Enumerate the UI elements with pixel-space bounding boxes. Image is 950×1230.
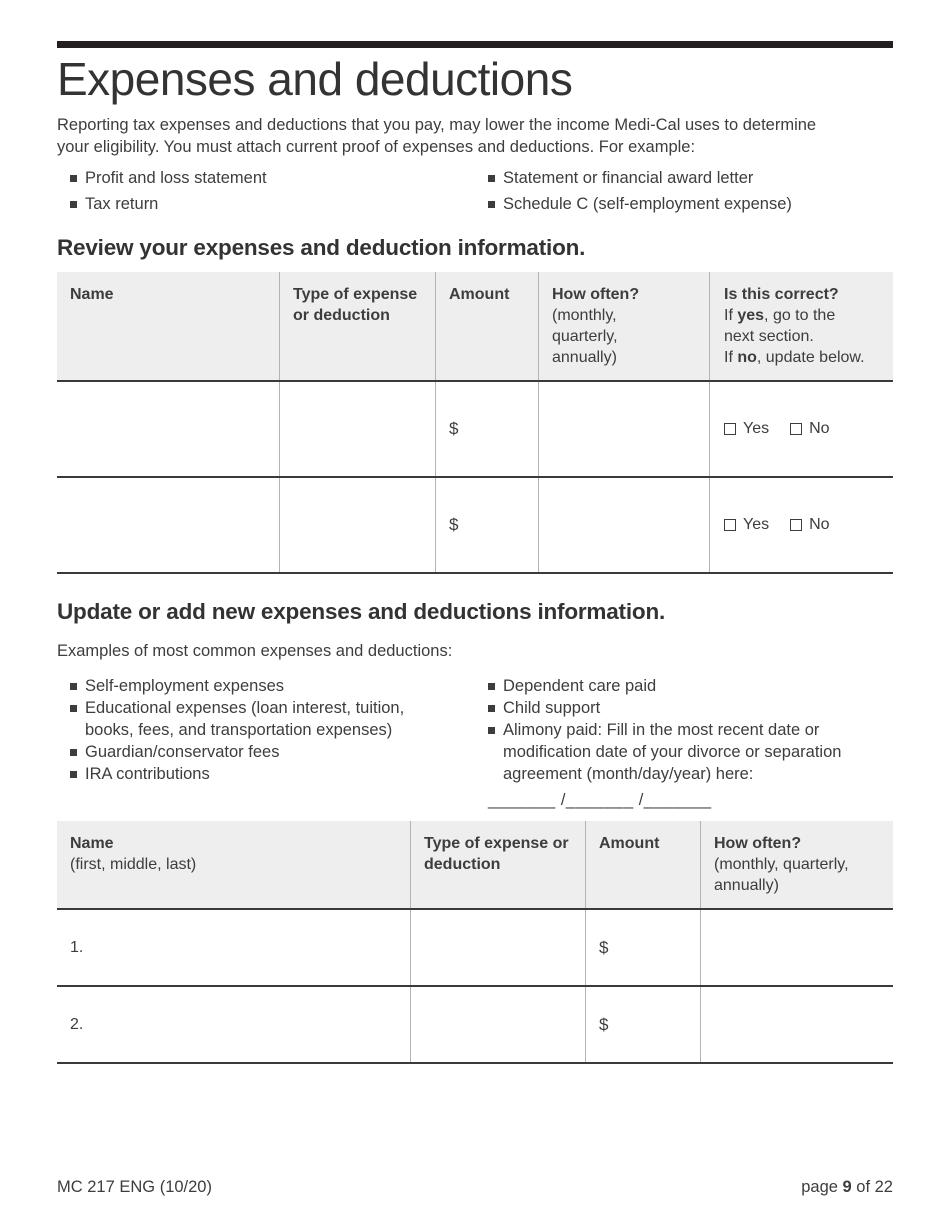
col-header-is-correct [709, 272, 893, 380]
col-header-how-often-title: How often? [714, 834, 802, 852]
proof-list-right [488, 167, 893, 219]
how-often-field-cell[interactable] [700, 987, 893, 1062]
alimony-date-blanks[interactable]: _______ /_______ /_______ [488, 790, 712, 809]
list-item-text: Self-employment expenses [85, 676, 285, 695]
page-number: page 9 of 22 [801, 1178, 893, 1196]
list-item-text: Tax return [85, 194, 159, 213]
amount-field-cell[interactable] [435, 478, 538, 572]
checkbox-icon[interactable] [790, 423, 802, 435]
review-section-heading: Review your expenses and deduction information. [57, 234, 586, 260]
yes-label: Yes [743, 420, 770, 438]
bullet-icon [488, 175, 495, 182]
col-header-name-sub: (first, middle, last) [70, 855, 197, 873]
bullet-icon [488, 727, 495, 734]
list-item [70, 675, 488, 697]
how-often-field-cell[interactable] [538, 382, 709, 476]
no-label: No [809, 516, 830, 534]
list-item-text: Alimony paid: Fill in the most recent date or modification date of your divorce or separation agreement (month/day/year) here: [503, 720, 842, 783]
checkbox-icon[interactable] [724, 519, 736, 531]
list-item-text: Guardian/conservator fees [85, 742, 280, 761]
top-rule [57, 41, 893, 48]
page-title: Expenses and deductions [57, 53, 573, 105]
examples-list [57, 675, 893, 810]
expense-type-field-cell[interactable] [410, 910, 585, 985]
bullet-icon [70, 749, 77, 756]
yes-label: Yes [743, 516, 770, 534]
update-table-header [57, 821, 893, 910]
list-item [70, 741, 488, 763]
amount-field-cell[interactable] [585, 987, 700, 1062]
how-often-field-cell[interactable] [538, 478, 709, 572]
list-item [488, 697, 893, 719]
no-option[interactable] [790, 418, 829, 439]
bullet-icon [70, 201, 77, 208]
expense-type-field-cell[interactable] [410, 987, 585, 1062]
review-table-row [57, 382, 893, 478]
name-field-cell[interactable] [57, 910, 410, 985]
bullet-icon [488, 201, 495, 208]
bullet-icon [70, 175, 77, 182]
row-number: 1. [70, 938, 84, 956]
review-table-header [57, 272, 893, 382]
col-header-how-often-sub: (monthly, quarterly, annually) [714, 855, 849, 894]
col-header-name-title: Name [70, 834, 114, 852]
col-header-type: Type of expense or deduction [279, 272, 435, 380]
is-correct-line-next: next section. [724, 327, 814, 345]
no-option[interactable] [790, 514, 829, 535]
list-item-text: Schedule C (self-employment expense) [503, 194, 792, 213]
how-often-field-cell[interactable] [700, 910, 893, 985]
col-header-name [57, 821, 410, 908]
col-header-amount: Amount [435, 272, 538, 380]
col-header-name: Name [70, 285, 114, 303]
amount-field-cell[interactable] [435, 382, 538, 476]
examples-list-left [57, 675, 488, 810]
is-correct-line-yes: If yes, go to the [724, 306, 836, 324]
update-table [57, 821, 893, 1064]
list-item [488, 193, 893, 215]
col-header-amount: Amount [585, 821, 700, 908]
list-item [70, 193, 488, 215]
review-table-row [57, 478, 893, 574]
col-header-type: Type of expense or deduction [410, 821, 585, 908]
proof-list-left [57, 167, 488, 219]
dollar-sign: $ [599, 937, 609, 957]
expense-type-field-cell[interactable] [279, 478, 435, 572]
yes-option[interactable] [724, 418, 769, 439]
list-item-text: Child support [503, 698, 601, 717]
list-item-text: Dependent care paid [503, 676, 657, 695]
intro-paragraph: Reporting tax expenses and deductions that you pay, may lower the income Medi-Cal uses to determine your eligibility. You must attach current proof of expenses and deductions. For example: [57, 115, 817, 156]
checkbox-icon[interactable] [724, 423, 736, 435]
dollar-sign: $ [449, 515, 459, 535]
update-section-heading: Update or add new expenses and deductions information. [57, 598, 666, 624]
list-item-text: Statement or financial award letter [503, 168, 754, 187]
col-header-how-often-sub: (monthly, quarterly, annually) [552, 306, 618, 366]
no-label: No [809, 420, 830, 438]
bullet-icon [488, 683, 495, 690]
is-correct-cell [709, 478, 893, 572]
examples-list-right [488, 675, 893, 810]
proof-examples-list [57, 167, 893, 219]
name-field-cell[interactable] [57, 478, 279, 572]
row-number: 2. [70, 1015, 84, 1033]
name-field-cell[interactable] [57, 987, 410, 1062]
list-item [488, 719, 893, 785]
checkbox-icon[interactable] [790, 519, 802, 531]
form-number: MC 217 ENG (10/20) [57, 1178, 212, 1196]
bullet-icon [70, 771, 77, 778]
col-header-how-often [700, 821, 893, 908]
bullet-icon [70, 705, 77, 712]
is-correct-line-no: If no, update below. [724, 348, 865, 366]
list-item-text: IRA contributions [85, 764, 210, 783]
list-item [70, 697, 488, 741]
list-item [488, 167, 893, 189]
list-item [70, 763, 488, 785]
col-header-how-often [538, 272, 709, 380]
col-header-how-often-title: How often? [552, 285, 640, 303]
review-table [57, 272, 893, 574]
is-correct-title: Is this correct? [724, 285, 839, 303]
dollar-sign: $ [599, 1014, 609, 1034]
bullet-icon [488, 705, 495, 712]
amount-field-cell[interactable] [585, 910, 700, 985]
bullet-icon [70, 683, 77, 690]
expense-type-field-cell[interactable] [279, 382, 435, 476]
update-table-row [57, 987, 893, 1064]
update-table-row [57, 910, 893, 987]
dollar-sign: $ [449, 419, 459, 439]
list-item [488, 675, 893, 697]
is-correct-cell [709, 382, 893, 476]
list-item-text: Profit and loss statement [85, 168, 267, 187]
name-field-cell[interactable] [57, 382, 279, 476]
examples-intro: Examples of most common expenses and deductions: [57, 641, 453, 660]
page-footer [57, 1178, 893, 1197]
yes-option[interactable] [724, 514, 769, 535]
list-item [70, 167, 488, 189]
list-item-text: Educational expenses (loan interest, tuition, books, fees, and transportation expenses) [85, 698, 405, 739]
